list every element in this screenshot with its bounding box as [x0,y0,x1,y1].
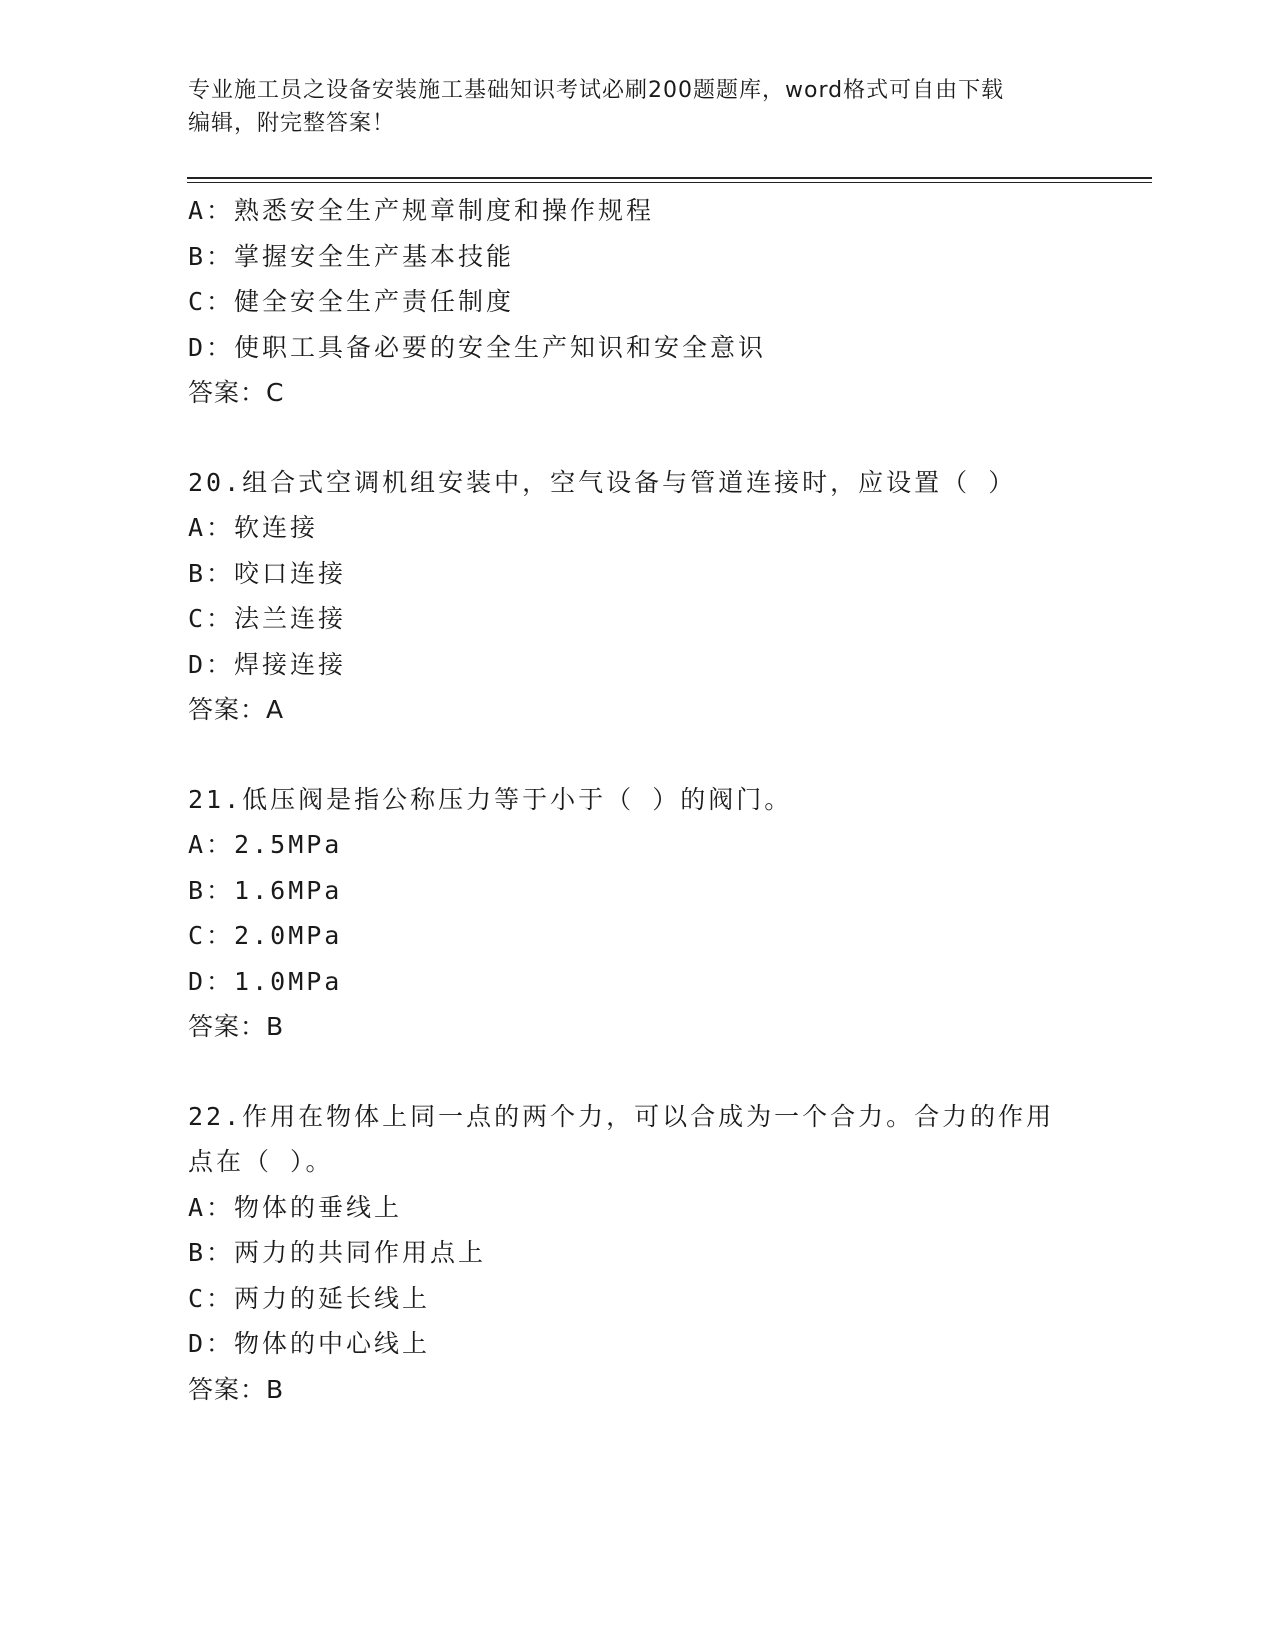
question-stem-line-1: 22.作用在物体上同一点的两个力，可以合成为一个合力。合力的作用 [188,1101,1055,1131]
header-divider-thin [187,182,1152,183]
option-a: A：软连接 [188,513,319,542]
option-a: A：2.5MPa [188,830,343,859]
option-b: B：1.6MPa [188,875,343,905]
question-21 [188,777,1088,1050]
header-title-line-1: 专业施工员之设备安装施工基础知识考试必刷200题题库，word格式可自由下载 [188,78,1005,103]
answer: 答案：B [188,1374,285,1404]
header-title-line-2: 编辑，附完整答案！ [188,111,396,136]
header-divider-thick [187,177,1152,179]
question-stem-line-2: 点在（ ）。 [188,1147,334,1176]
document-header [188,74,1068,140]
option-c: C：两力的延长线上 [188,1283,431,1313]
question-stem: 20.组合式空调机组安装中，空气设备与管道连接时，应设置（ ） [188,467,1017,497]
question-20 [188,460,1088,733]
option-c: C：法兰连接 [188,604,347,633]
option-b: B：两力的共同作用点上 [188,1238,487,1267]
option-d: D：焊接连接 [188,649,347,679]
option-c: C：2.0MPa [188,921,343,950]
option-c: C：健全安全生产责任制度 [188,287,515,316]
option-b: B：掌握安全生产基本技能 [188,241,515,271]
spacer [188,1050,1088,1094]
option-a: A：物体的垂线上 [188,1192,403,1222]
answer: 答案：A [188,695,285,724]
question-19 [188,188,1088,416]
option-a: A：熟悉安全生产规章制度和操作规程 [188,196,655,225]
spacer [188,733,1088,777]
spacer [188,416,1088,460]
option-b: B：咬口连接 [188,558,347,588]
option-d: D：物体的中心线上 [188,1329,431,1358]
answer: 答案：B [188,1012,285,1041]
option-d: D：使职工具备必要的安全生产知识和安全意识 [188,332,767,362]
option-d: D：1.0MPa [188,966,343,996]
question-list [188,188,1088,1412]
question-stem: 21.低压阀是指公称压力等于小于（ ）的阀门。 [188,784,793,814]
question-22 [188,1094,1088,1413]
answer: 答案：C [188,378,285,407]
